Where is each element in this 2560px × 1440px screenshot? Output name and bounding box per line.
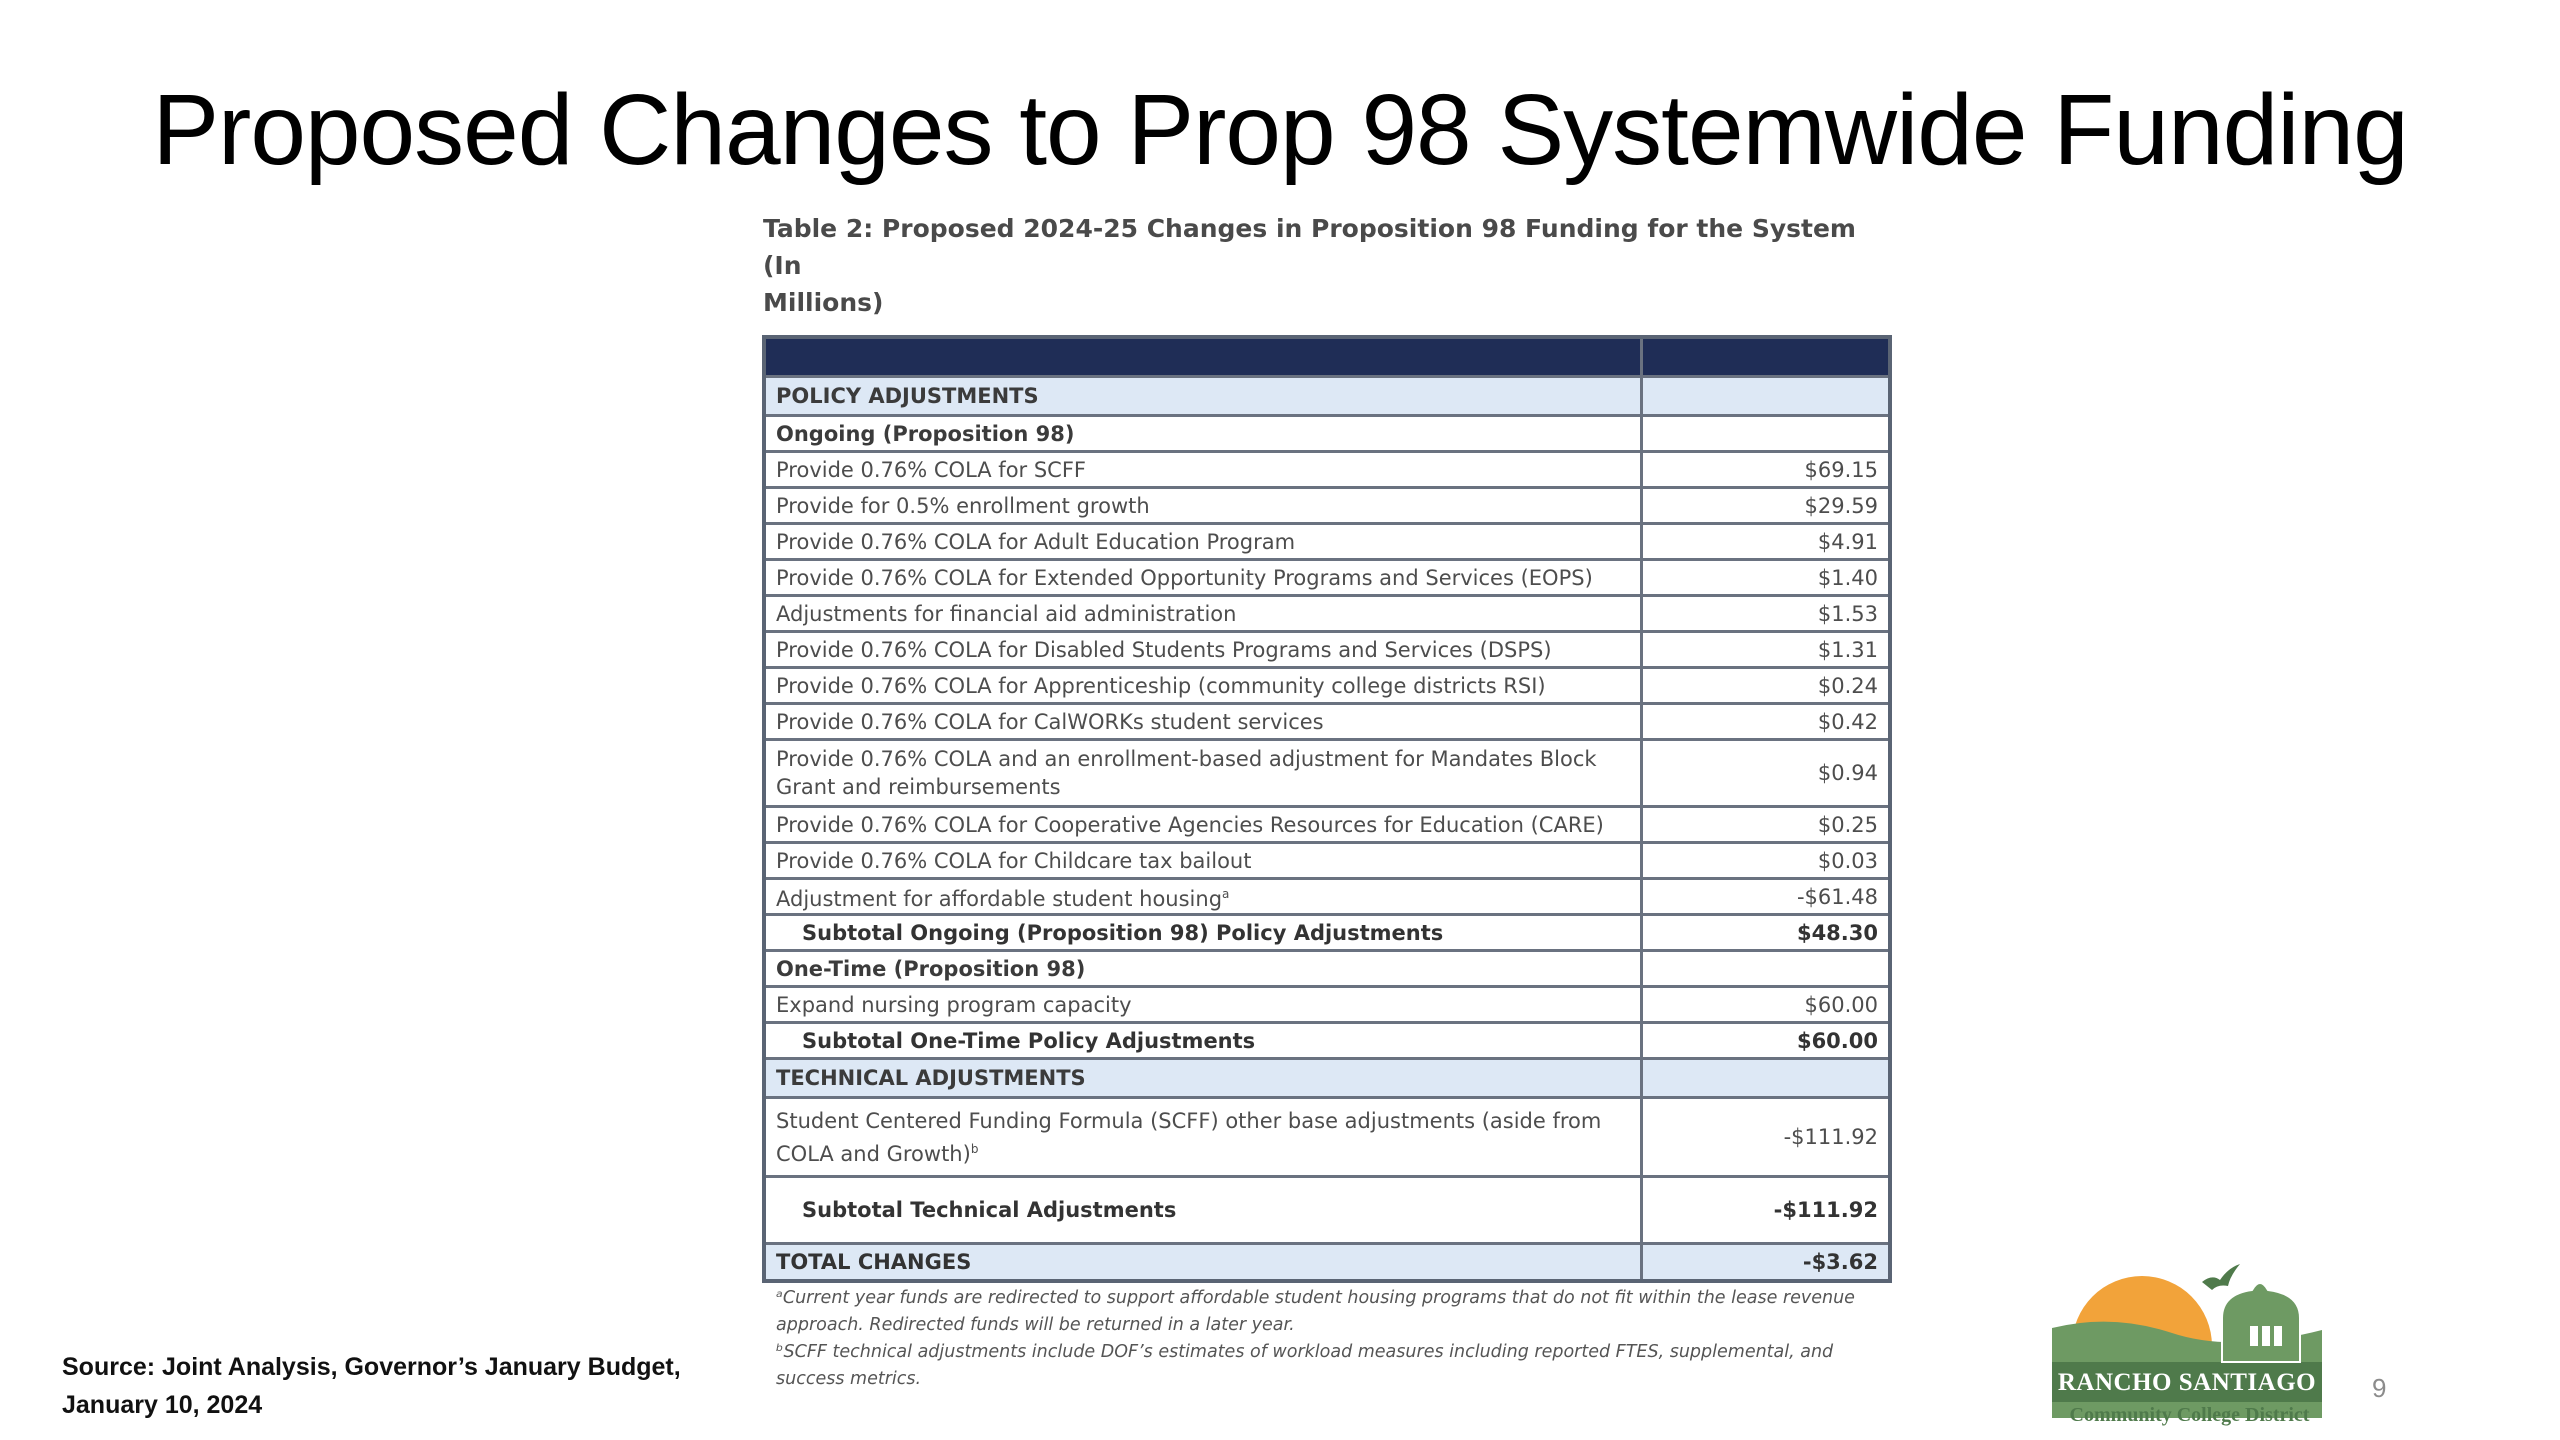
subtotal-row-onetime-label: Subtotal One-Time Policy Adjustments: [764, 1023, 1642, 1059]
table-row: [764, 668, 1890, 704]
total-row-amount: -$3.62: [1642, 1244, 1891, 1282]
table-row-amount: $4.91: [1642, 524, 1891, 560]
table-row-label: Provide 0.76% COLA and an enrollment-based adjustment for Mandates Block Grant and reimbursements: [764, 740, 1642, 807]
table-row-amount: $69.15: [1642, 452, 1891, 488]
mission-building-icon: [2222, 1283, 2300, 1362]
subtotal-row-ongoing-label: Subtotal Ongoing (Proposition 98) Policy Adjustments: [764, 915, 1642, 951]
table-row: [764, 560, 1890, 596]
footnote-b: ᵇSCFF technical adjustments include DOF’s estimates of workload measures including reported FTES, supplemental, and success metrics.: [776, 1342, 1834, 1389]
table-row-label: Provide 0.76% COLA for Childcare tax bailout: [764, 843, 1642, 879]
table-caption-line1: Table 2: Proposed 2024-25 Changes in Proposition 98 Funding for the System (In: [763, 214, 1856, 280]
section-row-technical: [764, 1059, 1890, 1098]
table-row-amount: $0.03: [1642, 843, 1891, 879]
table-row-label: Provide 0.76% COLA for CalWORKs student services: [764, 704, 1642, 740]
logo-graphic: [2052, 1258, 2332, 1428]
subtotal-row-ongoing: [764, 915, 1890, 951]
funding-table: [762, 335, 1892, 1283]
subtotal-row-technical: [764, 1177, 1890, 1244]
table-row-label: Provide for 0.5% enrollment growth: [764, 488, 1642, 524]
table-row: [764, 987, 1890, 1023]
table-row-amount: $1.53: [1642, 596, 1891, 632]
table-row: [764, 740, 1890, 807]
bird-icon: [2202, 1264, 2240, 1290]
table-row-amount: $0.25: [1642, 807, 1891, 843]
group-row-ongoing: [764, 416, 1890, 452]
table-row-label: Adjustments for financial aid administration: [764, 596, 1642, 632]
group-row-onetime-label: One-Time (Proposition 98): [764, 951, 1642, 987]
table-row-label: Provide 0.76% COLA for Extended Opportunity Programs and Services (EOPS): [764, 560, 1642, 596]
section-label: POLICY ADJUSTMENTS: [764, 377, 1642, 416]
table-row-label: Provide 0.76% COLA for Disabled Students Programs and Services (DSPS): [764, 632, 1642, 668]
section-row-policy: [764, 377, 1890, 416]
table-row: [764, 452, 1890, 488]
page-number: 9: [2372, 1373, 2387, 1403]
table-row-amount: -$111.92: [1642, 1098, 1891, 1177]
table-caption: [762, 210, 1892, 321]
table-row-amount: -$61.48: [1642, 879, 1891, 915]
table-row-amount: $0.24: [1642, 668, 1891, 704]
subtotal-row-technical-amount: -$111.92: [1642, 1177, 1891, 1244]
subtotal-row-onetime: [764, 1023, 1890, 1059]
group-row-onetime: [764, 951, 1890, 987]
source-line-1: Source: Joint Analysis, Governor’s January Budget,: [62, 1353, 681, 1381]
table-row-amount: $1.40: [1642, 560, 1891, 596]
table-row: [764, 524, 1890, 560]
district-logo: [2052, 1258, 2332, 1428]
table-row-label: Provide 0.76% COLA for SCFF: [764, 452, 1642, 488]
total-row: [764, 1244, 1890, 1282]
table-row: [764, 488, 1890, 524]
table-row-label: Provide 0.76% COLA for Cooperative Agencies Resources for Education (CARE): [764, 807, 1642, 843]
subtotal-row-technical-label: Subtotal Technical Adjustments: [764, 1177, 1642, 1244]
table-row-label: Provide 0.76% COLA for Adult Education Program: [764, 524, 1642, 560]
logo-name: RANCHO SANTIAGO: [2057, 1369, 2317, 1396]
logo-subtitle: Community College District: [2069, 1404, 2310, 1426]
table-row: [764, 1098, 1890, 1177]
table-row-label: Student Centered Funding Formula (SCFF) other base adjustments (aside from COLA and Growth)$^b$: [764, 1098, 1642, 1177]
section-row-technical-amount: [1642, 1059, 1891, 1098]
table-row: [764, 704, 1890, 740]
table-row-amount: $29.59: [1642, 488, 1891, 524]
subtotal-row-ongoing-amount: $48.30: [1642, 915, 1891, 951]
table-row: [764, 879, 1890, 915]
table-row: [764, 843, 1890, 879]
table-row-label: Adjustment for affordable student housing$^a$: [764, 879, 1642, 915]
table-row-amount: $60.00: [1642, 987, 1891, 1023]
table-row-amount: $0.42: [1642, 704, 1891, 740]
footnote-mark: a: [1222, 887, 1230, 901]
table-row-label: Expand nursing program capacity: [764, 987, 1642, 1023]
footnotes: [762, 1285, 1876, 1393]
table-row-label: Provide 0.76% COLA for Apprenticeship (community college districts RSI): [764, 668, 1642, 704]
group-row-onetime-amount: [1642, 951, 1891, 987]
group-label: Ongoing (Proposition 98): [764, 416, 1642, 452]
table-row: [764, 807, 1890, 843]
table-caption-line2: Millions): [763, 288, 884, 317]
footnote-a: ᵃCurrent year funds are redirected to support affordable student housing programs that do not fit within the lease revenue approach. Redirected funds will be returned in a later year.: [776, 1288, 1855, 1335]
slide-title: Proposed Changes to Prop 98 Systemwide Funding: [152, 74, 2408, 186]
subtotal-row-onetime-amount: $60.00: [1642, 1023, 1891, 1059]
table-header-bar: [764, 337, 1890, 377]
total-row-label: TOTAL CHANGES: [764, 1244, 1642, 1282]
table-row: [764, 632, 1890, 668]
footnote-mark: b: [970, 1141, 979, 1156]
table-row-amount: $1.31: [1642, 632, 1891, 668]
section-row-technical-label: TECHNICAL ADJUSTMENTS: [764, 1059, 1642, 1098]
funding-table-container: [762, 210, 1892, 1393]
source-line-2: January 10, 2024: [62, 1391, 263, 1419]
source-note: [62, 1348, 681, 1424]
table-row: [764, 596, 1890, 632]
table-row-amount: $0.94: [1642, 740, 1891, 807]
